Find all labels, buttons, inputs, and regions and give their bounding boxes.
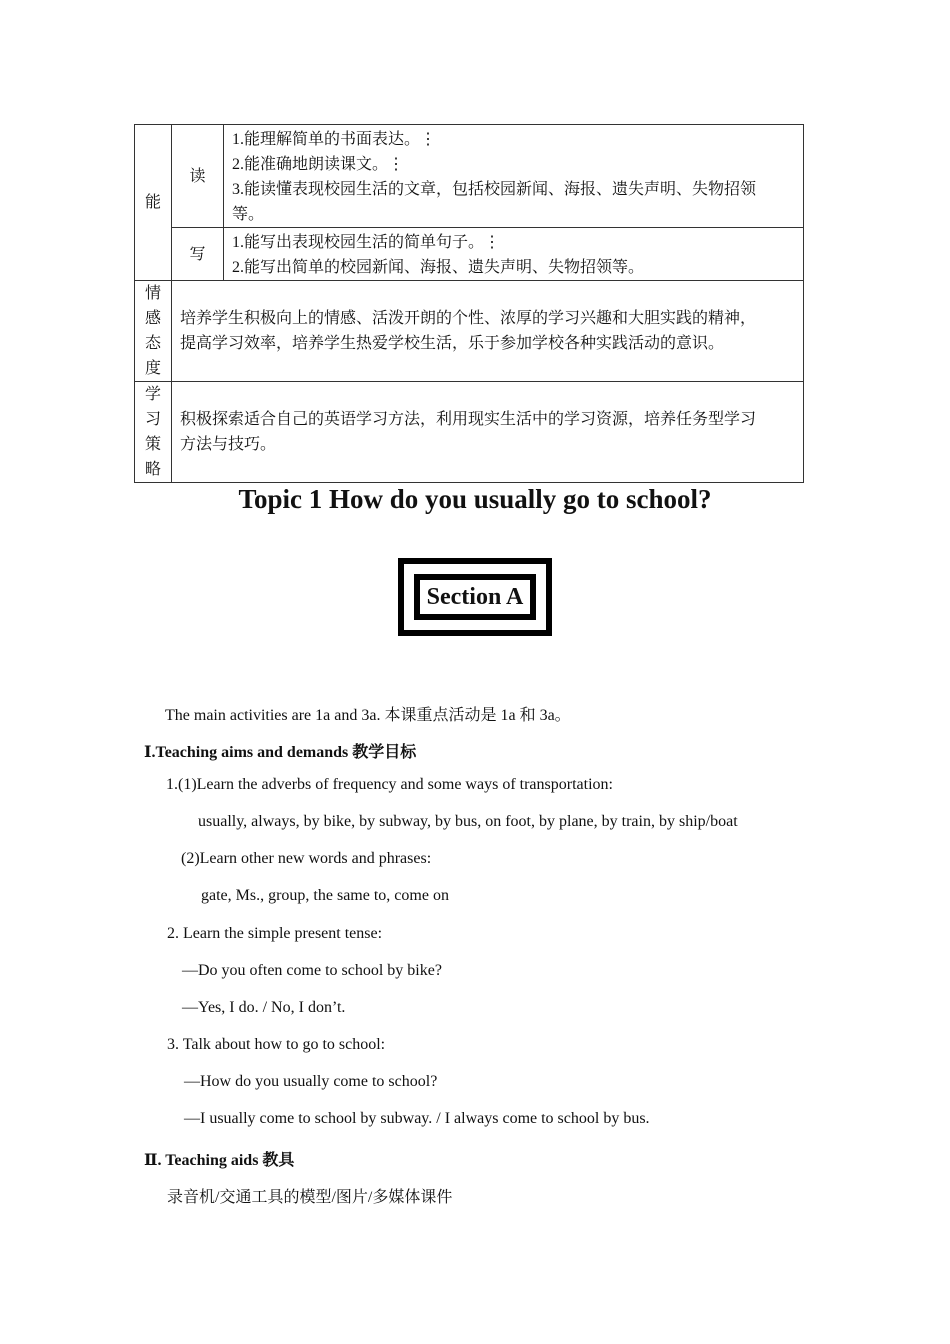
emotion-label-char: 度 <box>144 360 161 377</box>
section-label: Section A <box>414 574 536 620</box>
aims-item: 2. Learn the simple present tense: <box>167 925 383 942</box>
objectives-table <box>134 124 804 483</box>
aims-words: gate, Ms., group, the same to, come on <box>201 887 449 904</box>
strategy-line: 方法与技巧。 <box>180 436 277 453</box>
emotion-label-char: 感 <box>144 310 161 327</box>
aims-words: usually, always, by bike, by subway, by bus, on foot, by plane, by train, by ship/boat <box>198 813 738 830</box>
aims-dialogue: —Yes, I do. / No, I don’t. <box>182 999 346 1016</box>
strategy-label-char: 习 <box>144 411 161 428</box>
emotion-line: 培养学生积极向上的情感、活泼开朗的个性、浓厚的学习兴趣和大胆实践的精神， <box>180 310 757 327</box>
ability-label: 能 <box>135 125 172 281</box>
strategy-label <box>135 382 172 483</box>
reading-item: 2.能准确地朗读课文。⋮ <box>232 156 405 173</box>
aims-item: (2)Learn other new words and phrases: <box>181 850 432 867</box>
strategy-text <box>172 382 804 483</box>
aids-heading: Ⅱ. Teaching aids 教具 <box>144 1152 295 1169</box>
strategy-row <box>135 382 804 483</box>
reading-item: 1.能理解简单的书面表达。⋮ <box>232 131 437 148</box>
strategy-label-char: 略 <box>144 461 161 478</box>
emotion-label <box>135 281 172 382</box>
aims-item: 1.(1)Learn the adverbs of frequency and some ways of transportation: <box>166 776 613 793</box>
reading-items <box>224 125 804 228</box>
writing-item: 1.能写出表现校园生活的简单句子。⋮ <box>232 234 501 251</box>
writing-row <box>135 228 804 281</box>
emotion-row <box>135 281 804 382</box>
reading-item: 等。 <box>232 206 265 223</box>
strategy-label-char: 策 <box>144 436 161 453</box>
aids-content: 录音机/交通工具的模型/图片/多媒体课件 <box>167 1189 453 1206</box>
aims-heading: Ⅰ.Teaching aims and demands 教学目标 <box>144 744 417 761</box>
strategy-line: 积极探索适合自己的英语学习方法，利用现实生活中的学习资源，培养任务型学习 <box>180 411 757 428</box>
reading-row <box>135 125 804 228</box>
emotion-line: 提高学习效率，培养学生热爱学校生活，乐于参加学校各种实践活动的意识。 <box>180 335 725 352</box>
reading-label: 读 <box>172 125 224 228</box>
emotion-label-char: 态 <box>144 335 161 352</box>
writing-label: 写 <box>172 228 224 281</box>
main-activities: The main activities are 1a and 3a. 本课重点活动是 1a 和 3a。 <box>165 707 571 724</box>
topic-title: Topic 1 How do you usually go to school? <box>238 484 712 514</box>
emotion-text <box>172 281 804 382</box>
reading-item: 3.能读懂表现校园生活的文章，包括校园新闻、海报、遗失声明、失物招领 <box>232 181 757 198</box>
section-box <box>398 558 552 636</box>
aims-dialogue: —How do you usually come to school? <box>184 1073 438 1090</box>
aims-item: 3. Talk about how to go to school: <box>167 1036 386 1053</box>
aims-dialogue: —Do you often come to school by bike? <box>182 962 442 979</box>
strategy-label-char: 学 <box>144 386 161 403</box>
writing-items <box>224 228 804 281</box>
aims-dialogue: —I usually come to school by subway. / I always come to school by bus. <box>184 1110 650 1127</box>
writing-item: 2.能写出简单的校园新闻、海报、遗失声明、失物招领等。 <box>232 259 645 276</box>
emotion-label-char: 情 <box>144 285 161 302</box>
